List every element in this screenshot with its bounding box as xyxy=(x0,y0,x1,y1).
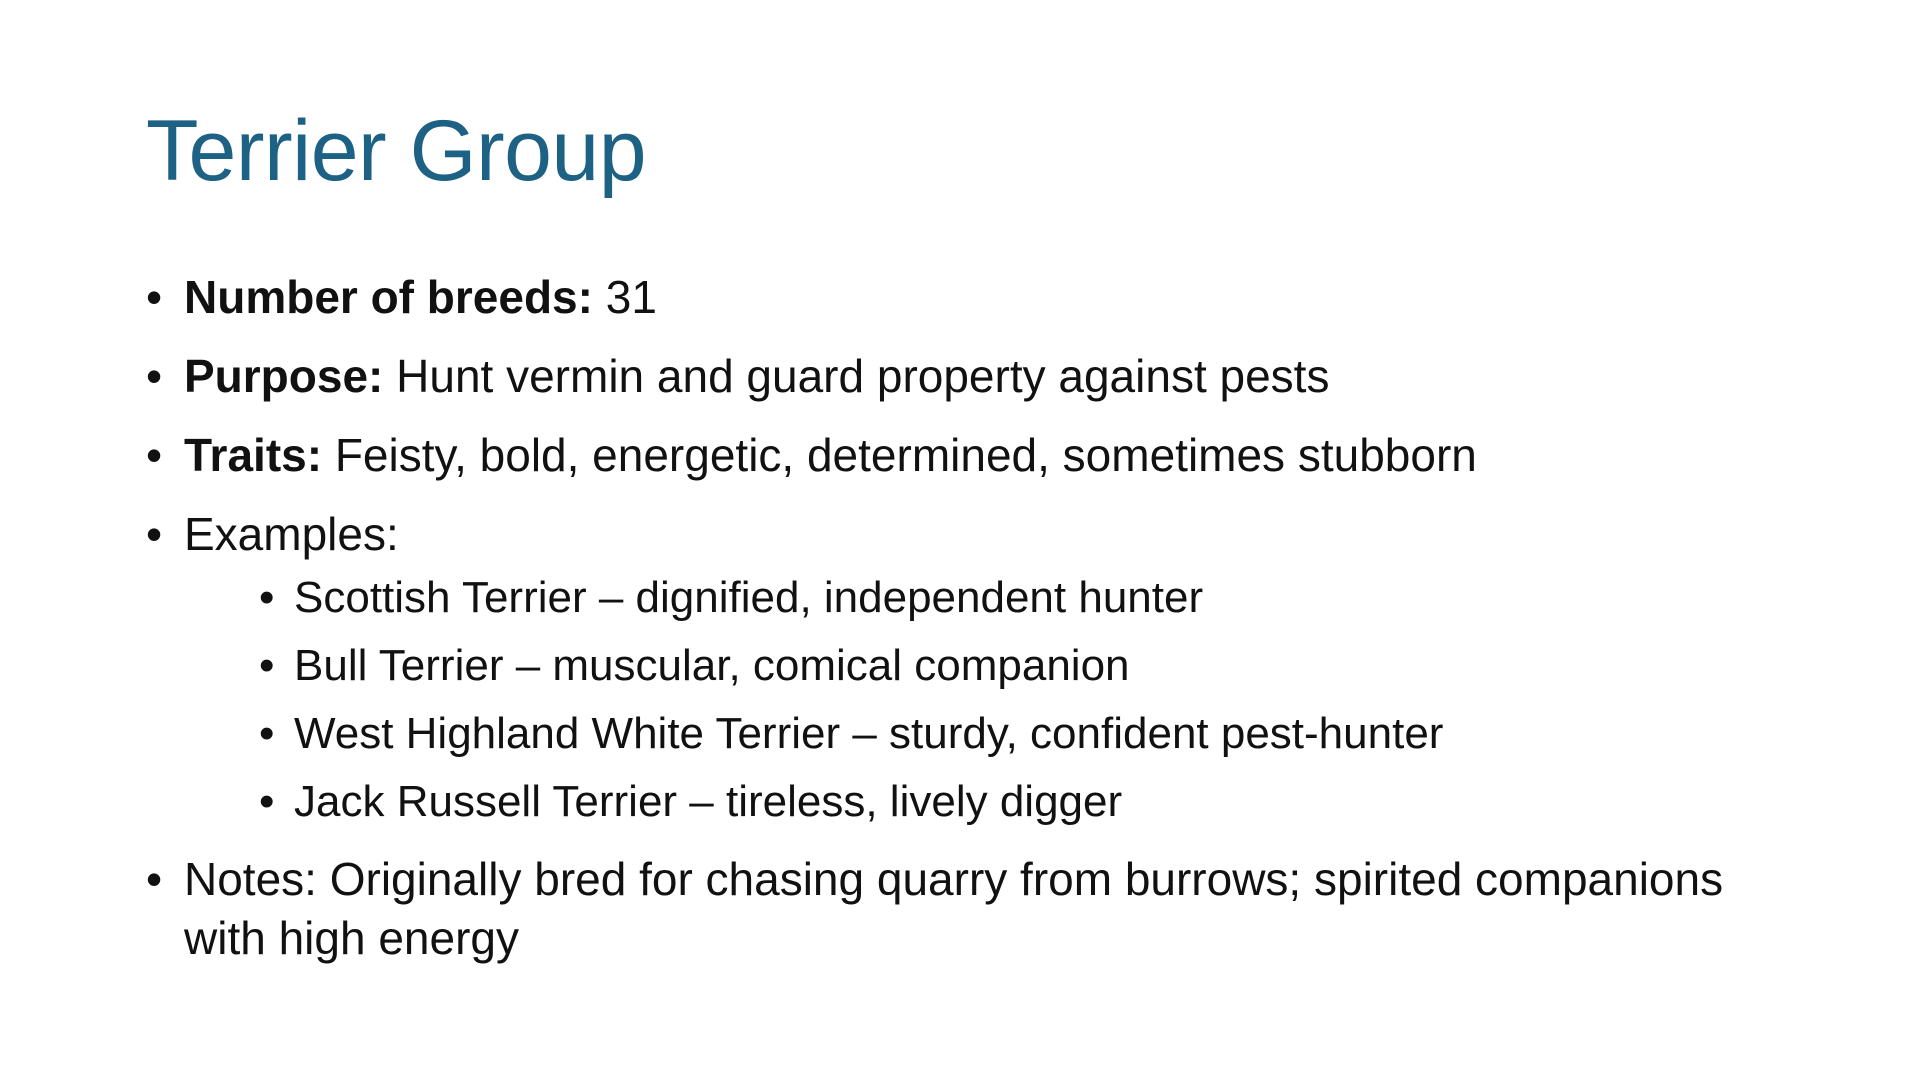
bullet-label: Purpose: xyxy=(184,350,384,402)
bullet-list xyxy=(146,268,1786,988)
slide-title: Terrier Group xyxy=(146,103,647,199)
bullet-traits xyxy=(146,426,1786,485)
examples-sub-list xyxy=(184,570,1786,830)
bullet-purpose xyxy=(146,347,1786,406)
bullet-label: Examples: xyxy=(184,508,399,560)
bullet-notes: • Notes: Originally bred for chasing quarry from burrows; spirited companions with high energy xyxy=(146,850,1786,968)
bullet-value: 31 xyxy=(592,271,657,323)
bullet-value: Feisty, bold, energetic, determined, sometimes stubborn xyxy=(322,429,1477,481)
bullet-label: Number of breeds: xyxy=(184,271,593,323)
bullet-label: Traits: xyxy=(184,429,323,481)
bullet-number-of-breeds xyxy=(146,268,1786,327)
bullet-value: Hunt vermin and guard property against pests xyxy=(383,350,1330,402)
bullet-examples xyxy=(146,505,1786,830)
example-item: • Jack Russell Terrier – tireless, lively digger xyxy=(184,774,1786,830)
example-item: • West Highland White Terrier – sturdy, confident pest-hunter xyxy=(184,706,1786,762)
example-item: • Bull Terrier – muscular, comical companion xyxy=(184,638,1786,694)
example-item: • Scottish Terrier – dignified, independent hunter xyxy=(184,570,1786,626)
